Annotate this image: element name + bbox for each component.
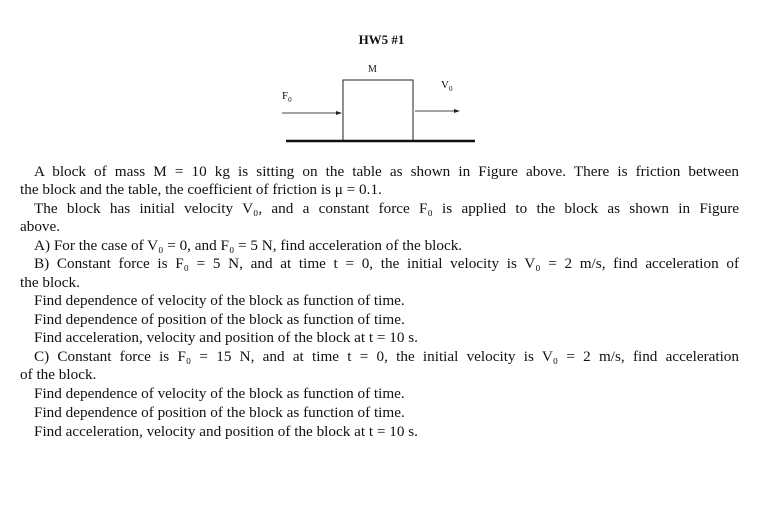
text-line: Find dependence of velocity of the block as function of time. (34, 385, 405, 402)
text-line: C) Constant force is F₀ = 15 N, and at time t = 0, the initial velocity is V₀ = 2 m/s, find acceleration (34, 348, 739, 365)
text-line: A block of mass M = 10 kg is sitting on the table as shown in Figure above. There is friction between (34, 163, 739, 180)
text-line: Find acceleration, velocity and position of the block at t = 10 s. (34, 329, 418, 346)
mass-label: M (368, 64, 377, 75)
force-label: $F_0$ (282, 90, 292, 104)
text-line: B) Constant force is F₀ = 5 N, and at time t = 0, the initial velocity is V₀ = 2 m/s, find acceleration of (34, 255, 739, 272)
text-line: the block and the table, the coefficient of friction is μ = 0.1. (20, 181, 382, 198)
text-line: the block. (20, 274, 80, 291)
text-line: Find dependence of position of the block as function of time. (34, 404, 405, 421)
velocity-label: $V_0$ (441, 79, 453, 93)
block-diagram (270, 60, 490, 150)
text-line: A) For the case of V₀ = 0, and F₀ = 5 N, find acceleration of the block. (34, 237, 463, 254)
page-title: HW5 #1 (358, 32, 405, 47)
text-line: The block has initial velocity V₀, and a constant force F₀ is applied to the block as shown in Figure (34, 200, 739, 217)
text-line: Find dependence of position of the block as function of time. (34, 311, 405, 328)
text-line: of the block. (20, 366, 97, 383)
text-line: Find dependence of velocity of the block as function of time. (34, 292, 405, 309)
block-on-table-figure (270, 60, 490, 150)
text-line: Find acceleration, velocity and position of the block at t = 10 s. (34, 423, 418, 440)
text-line: above. (20, 218, 61, 235)
